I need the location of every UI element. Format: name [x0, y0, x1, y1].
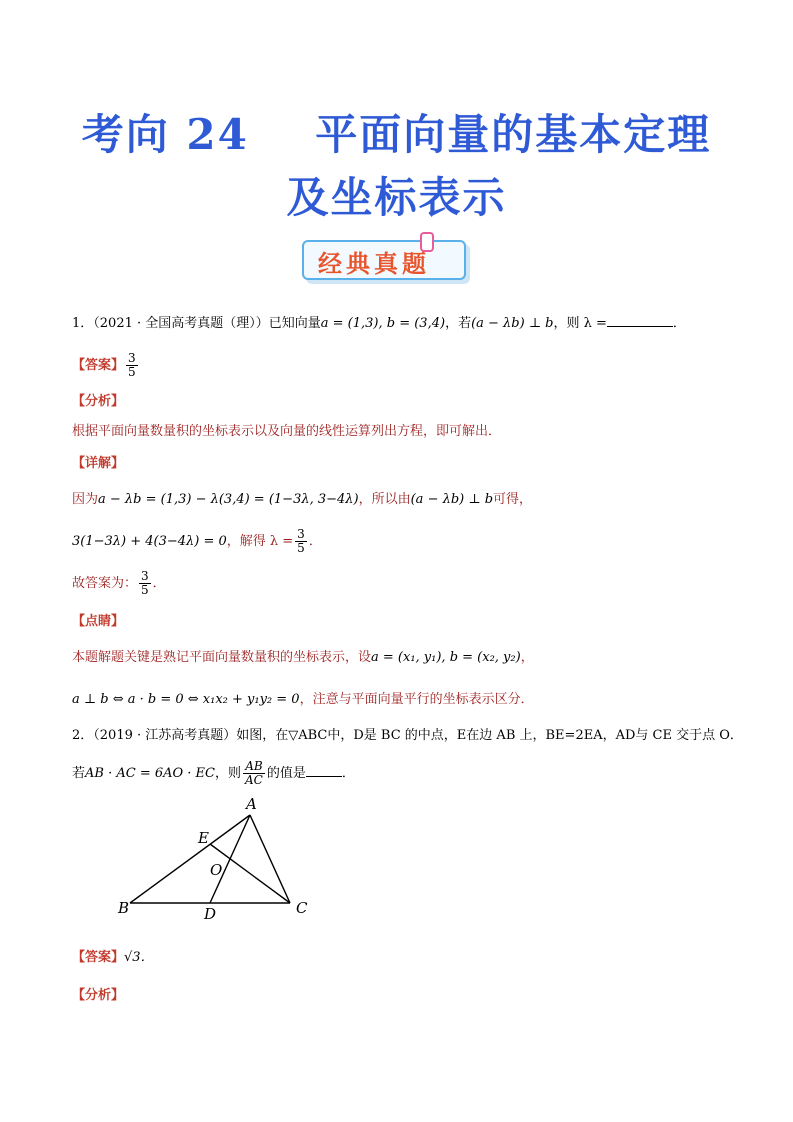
- page-title-line2: 及坐标表示: [286, 173, 507, 222]
- q2-stem-line1: 2．（2019 · 江苏高考真题）如图，在▽ABC中，D是 BC 的中点，E在边 AB 上，BE=2EA，AD与 CE 交于点 O．: [72, 728, 743, 743]
- q1-stem-prefix: 1．（2021 · 全国高考真题（理））已知向量: [72, 316, 321, 331]
- detail-line2-expr: 3(1−3λ) + 4(3−4λ) = 0: [72, 534, 227, 549]
- q2-fraction: [243, 760, 265, 787]
- frac-numerator: AB: [243, 760, 265, 774]
- q1-stem-end: ．: [672, 316, 686, 331]
- answer-blank: [607, 312, 673, 327]
- q1-detail-line2: [72, 528, 322, 555]
- label-b: B: [118, 899, 130, 917]
- q1-point-line1: [72, 648, 534, 668]
- page-title-line1: 考向 24 平面向量的基本定理: [81, 110, 712, 159]
- q1-analysis-text: 根据平面向量数量积的坐标表示以及向量的线性运算列出方程，即可解出．: [72, 424, 502, 439]
- q1-stem-mid: ，若: [445, 316, 472, 331]
- answer-value: √3．: [124, 950, 154, 965]
- q1-stem-condition: (a − λb) ⊥ b: [471, 316, 554, 331]
- detail-cond: (a − λb) ⊥ b: [410, 492, 494, 507]
- q1-point-tag: [72, 612, 124, 632]
- triangle-figure: [110, 795, 340, 925]
- point-expr: a = (x₁, y₁), b = (x₂, y₂): [371, 650, 521, 665]
- detail-line2-mid: ，解得 λ =: [226, 534, 294, 549]
- banner-label: 经典真题: [318, 249, 430, 278]
- point-line2-suffix: ，注意与平面向量平行的坐标表示区分．: [299, 692, 534, 707]
- point-prefix: 本题解题关键是熟记平面向量数量积的坐标表示，设: [72, 650, 372, 665]
- frac-denominator: 5: [141, 583, 149, 597]
- analysis-tag: 【分析】: [72, 394, 125, 409]
- frac-numerator: 3: [297, 527, 305, 541]
- q1-point-line2: [72, 690, 534, 710]
- detail-line2-end: ．: [308, 534, 322, 549]
- detail-tag: 【详解】: [72, 456, 125, 471]
- point-tag: 【点睛】: [72, 614, 125, 629]
- q1-answer: [72, 352, 140, 379]
- final-fraction: [139, 570, 151, 597]
- answer-fraction: [126, 352, 138, 379]
- final-prefix: 故答案为：: [72, 576, 138, 591]
- side-ab: [130, 815, 250, 903]
- q2-end: ．: [341, 766, 355, 781]
- point-end: ，: [520, 650, 534, 665]
- detail-fraction: [295, 528, 307, 555]
- q2-analysis-tag: [72, 986, 124, 1006]
- label-d: D: [204, 905, 217, 923]
- label-e: E: [198, 829, 209, 847]
- q1-analysis-tag: [72, 392, 124, 412]
- q2-answer: [72, 948, 154, 968]
- label-c: C: [296, 899, 308, 917]
- q1-stem-suffix: ，则 λ =: [553, 316, 607, 331]
- q1-stem: [72, 312, 686, 334]
- q1-detail-line1: [72, 490, 532, 510]
- frac-denominator: 5: [297, 541, 305, 555]
- label-a: A: [246, 795, 257, 813]
- q1-detail-tag: [72, 454, 124, 474]
- answer-tag: 【答案】: [72, 950, 125, 965]
- q2-mid: ，则: [215, 766, 242, 781]
- answer-tag: 【答案】: [72, 358, 125, 373]
- analysis-tag: 【分析】: [72, 988, 125, 1003]
- detail-prefix: 因为: [72, 492, 99, 507]
- q2-suffix: 的值是: [266, 766, 306, 781]
- frac-denominator: AC: [245, 773, 263, 787]
- detail-suffix: 可得，: [493, 492, 533, 507]
- detail-mid: ，所以由: [358, 492, 411, 507]
- q1-stem-vectors: a = (1,3), b = (3,4): [320, 316, 446, 331]
- q2-stem-line2: [72, 760, 355, 787]
- q2-expr: AB · AC = 6AO · EC: [85, 766, 215, 781]
- answer-blank: [306, 762, 342, 777]
- frac-numerator: 3: [141, 569, 149, 583]
- label-o: O: [210, 861, 223, 879]
- frac-denominator: 5: [128, 365, 136, 379]
- final-end: ．: [152, 576, 166, 591]
- section-banner: [302, 232, 472, 282]
- q2-prefix: 若: [72, 766, 86, 781]
- side-ac: [250, 815, 290, 903]
- point-line2-expr: a ⊥ b ⇔ a · b = 0 ⇔ x₁x₂ + y₁y₂ = 0: [72, 692, 300, 707]
- q1-final: [72, 570, 166, 597]
- frac-numerator: 3: [128, 351, 136, 365]
- detail-expr: a − λb = (1,3) − λ(3,4) = (1−3λ, 3−4λ): [98, 492, 359, 507]
